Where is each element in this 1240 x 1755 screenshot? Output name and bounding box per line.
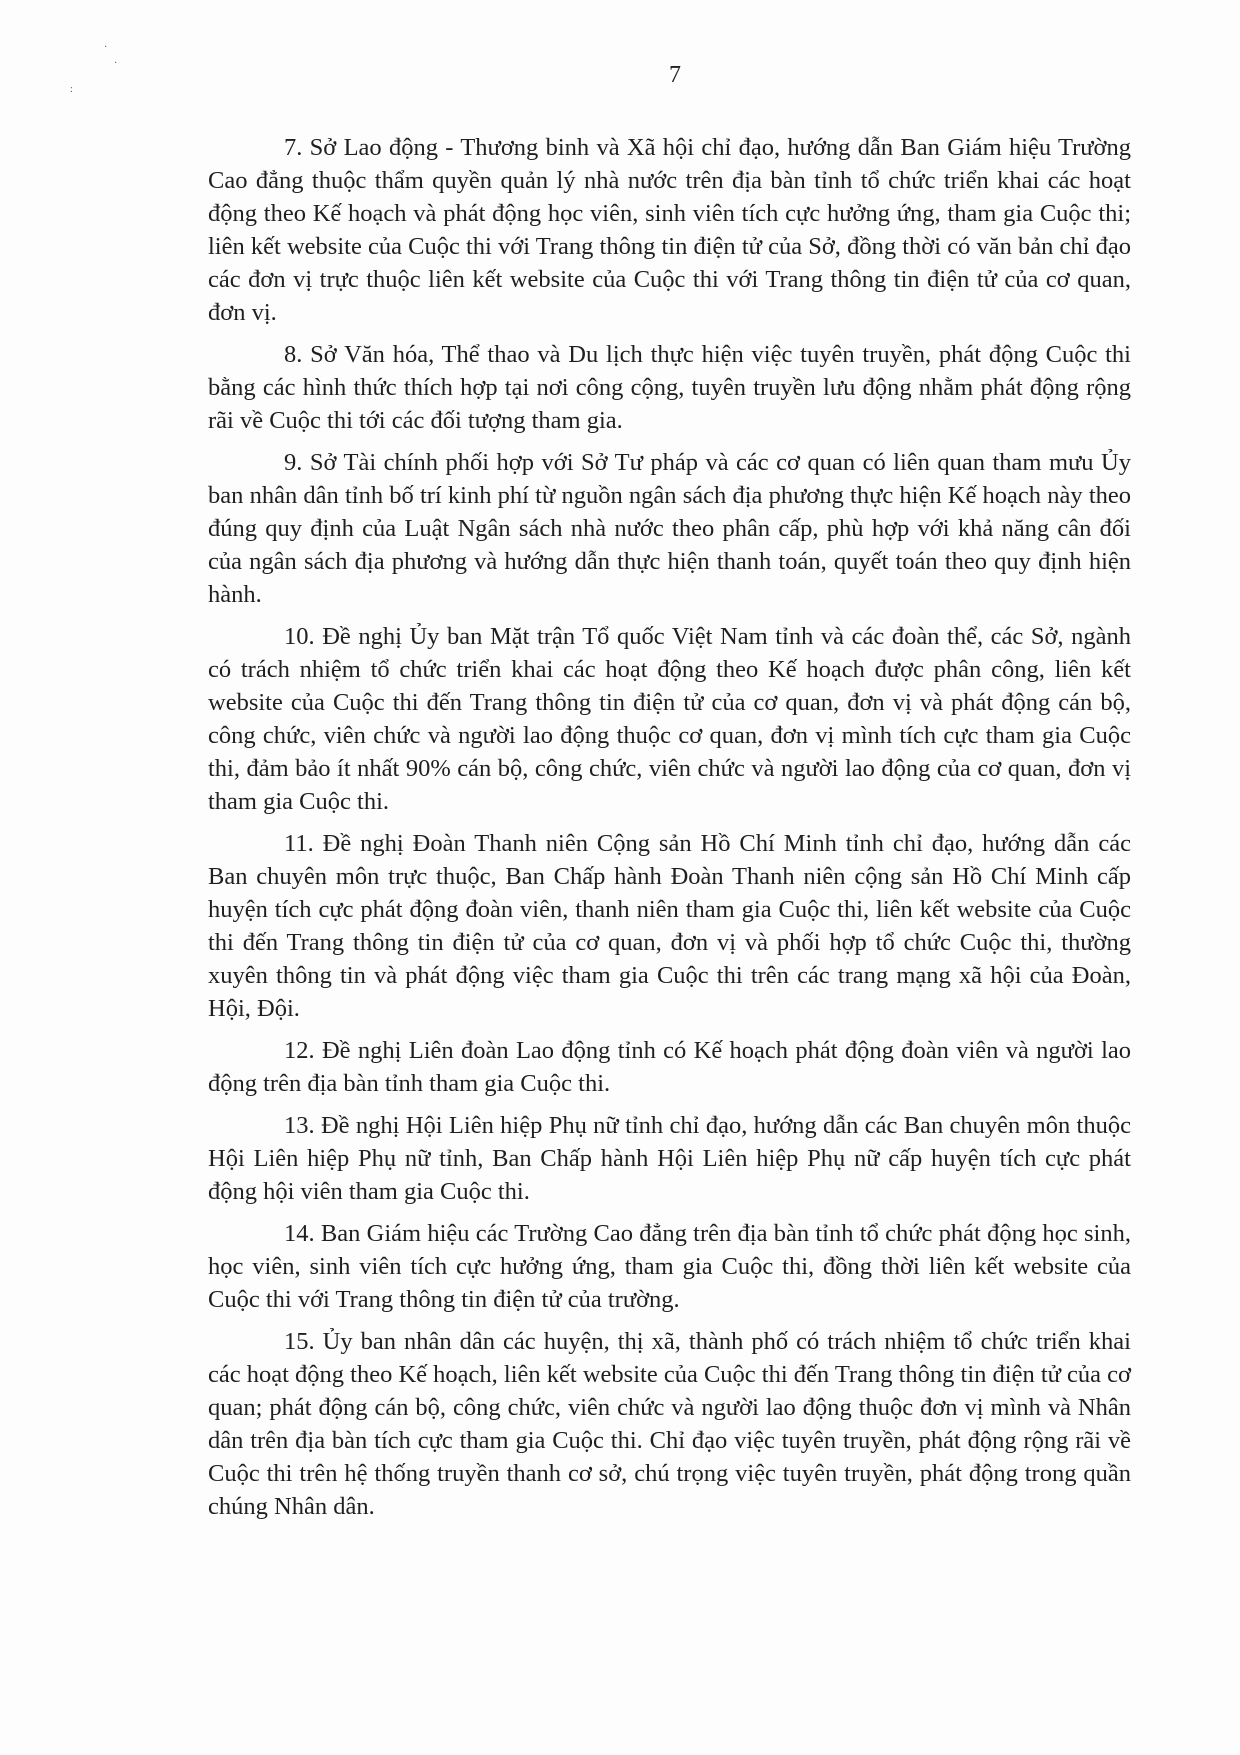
page-number: 7 — [669, 62, 681, 88]
paragraph-12: 12. Đề nghị Liên đoàn Lao động tỉnh có Kế hoạch phát động đoàn viên và người lao động trên địa bàn tỉnh tham gia Cuộc thi. — [208, 1037, 1131, 1097]
paragraph-13: 13. Đề nghị Hội Liên hiệp Phụ nữ tỉnh chỉ đạo, hướng dẫn các Ban chuyên môn thuộc Hội Liên hiệp Phụ nữ tỉnh, Ban Chấp hành Hội Liên hiệp Phụ nữ cấp huyện tích cực phát động hội viên tham gia Cuộc thi. — [208, 1112, 1131, 1205]
scan-speck: · — [104, 42, 108, 53]
document-body — [208, 131, 1131, 1532]
paragraph-14: 14. Ban Giám hiệu các Trường Cao đẳng trên địa bàn tỉnh tổ chức phát động học sinh, học viên, sinh viên tích cực hưởng ứng, tham gia Cuộc thi, đồng thời liên kết website của Cuộc thi với Trang thông tin điện tử của trường. — [208, 1220, 1131, 1313]
paragraph-15: 15. Ủy ban nhân dân các huyện, thị xã, thành phố có trách nhiệm tổ chức triển khai các hoạt động theo Kế hoạch, liên kết website của Cuộc thi đến Trang thông tin điện tử của cơ quan; phát động cán bộ, công chức, viên chức và người lao động thuộc đơn vị mình và Nhân dân trên địa bàn tích cực tham gia Cuộc thi. Chỉ đạo việc tuyên truyền, phát động rộng rãi về Cuộc thi trên hệ thống truyền thanh cơ sở, chú trọng việc tuyên truyền, phát động trong quần chúng Nhân dân. — [208, 1328, 1131, 1520]
scan-speck: : — [70, 84, 73, 95]
paragraph-9: 9. Sở Tài chính phối hợp với Sở Tư pháp và các cơ quan có liên quan tham mưu Ủy ban nhân dân tỉnh bố trí kinh phí từ nguồn ngân sách địa phương thực hiện Kế hoạch này theo đúng quy định của Luật Ngân sách nhà nước theo phân cấp, phù hợp với khả năng cân đối của ngân sách địa phương và hướng dẫn thực hiện thanh toán, quyết toán theo quy định hiện hành. — [208, 449, 1131, 608]
paragraph-11: 11. Đề nghị Đoàn Thanh niên Cộng sản Hồ Chí Minh tỉnh chỉ đạo, hướng dẫn các Ban chuyên môn trực thuộc, Ban Chấp hành Đoàn Thanh niên cộng sản Hồ Chí Minh cấp huyện tích cực phát động đoàn viên, thanh niên tham gia Cuộc thi, liên kết website của Cuộc thi đến Trang thông tin điện tử của cơ quan, đơn vị và phối hợp tổ chức Cuộc thi, thường xuyên thông tin và phát động việc tham gia Cuộc thi trên các trang mạng xã hội của Đoàn, Hội, Đội. — [208, 830, 1131, 1022]
scan-speck: · — [114, 58, 118, 69]
paragraph-7: 7. Sở Lao động - Thương binh và Xã hội chỉ đạo, hướng dẫn Ban Giám hiệu Trường Cao đẳng thuộc thẩm quyền quản lý nhà nước trên địa bàn tỉnh tổ chức triển khai các hoạt động theo Kế hoạch và phát động học viên, sinh viên tích cực hưởng ứng, tham gia Cuộc thi; liên kết website của Cuộc thi với Trang thông tin điện tử của Sở, đồng thời có văn bản chỉ đạo các đơn vị trực thuộc liên kết website của Cuộc thi với Trang thông tin điện tử của cơ quan, đơn vị. — [208, 134, 1131, 326]
paragraph-8: 8. Sở Văn hóa, Thể thao và Du lịch thực hiện việc tuyên truyền, phát động Cuộc thi bằng các hình thức thích hợp tại nơi công cộng, tuyên truyền lưu động nhằm phát động rộng rãi về Cuộc thi tới các đối tượng tham gia. — [208, 341, 1131, 434]
paragraph-10: 10. Đề nghị Ủy ban Mặt trận Tổ quốc Việt Nam tỉnh và các đoàn thể, các Sở, ngành có trách nhiệm tổ chức triển khai các hoạt động theo Kế hoạch được phân công, liên kết website của Cuộc thi đến Trang thông tin điện tử của cơ quan, đơn vị và phát động cán bộ, công chức, viên chức và người lao động thuộc cơ quan, đơn vị mình tích cực tham gia Cuộc thi, đảm bảo ít nhất 90% cán bộ, công chức, viên chức và người lao động của cơ quan, đơn vị tham gia Cuộc thi. — [208, 623, 1131, 815]
